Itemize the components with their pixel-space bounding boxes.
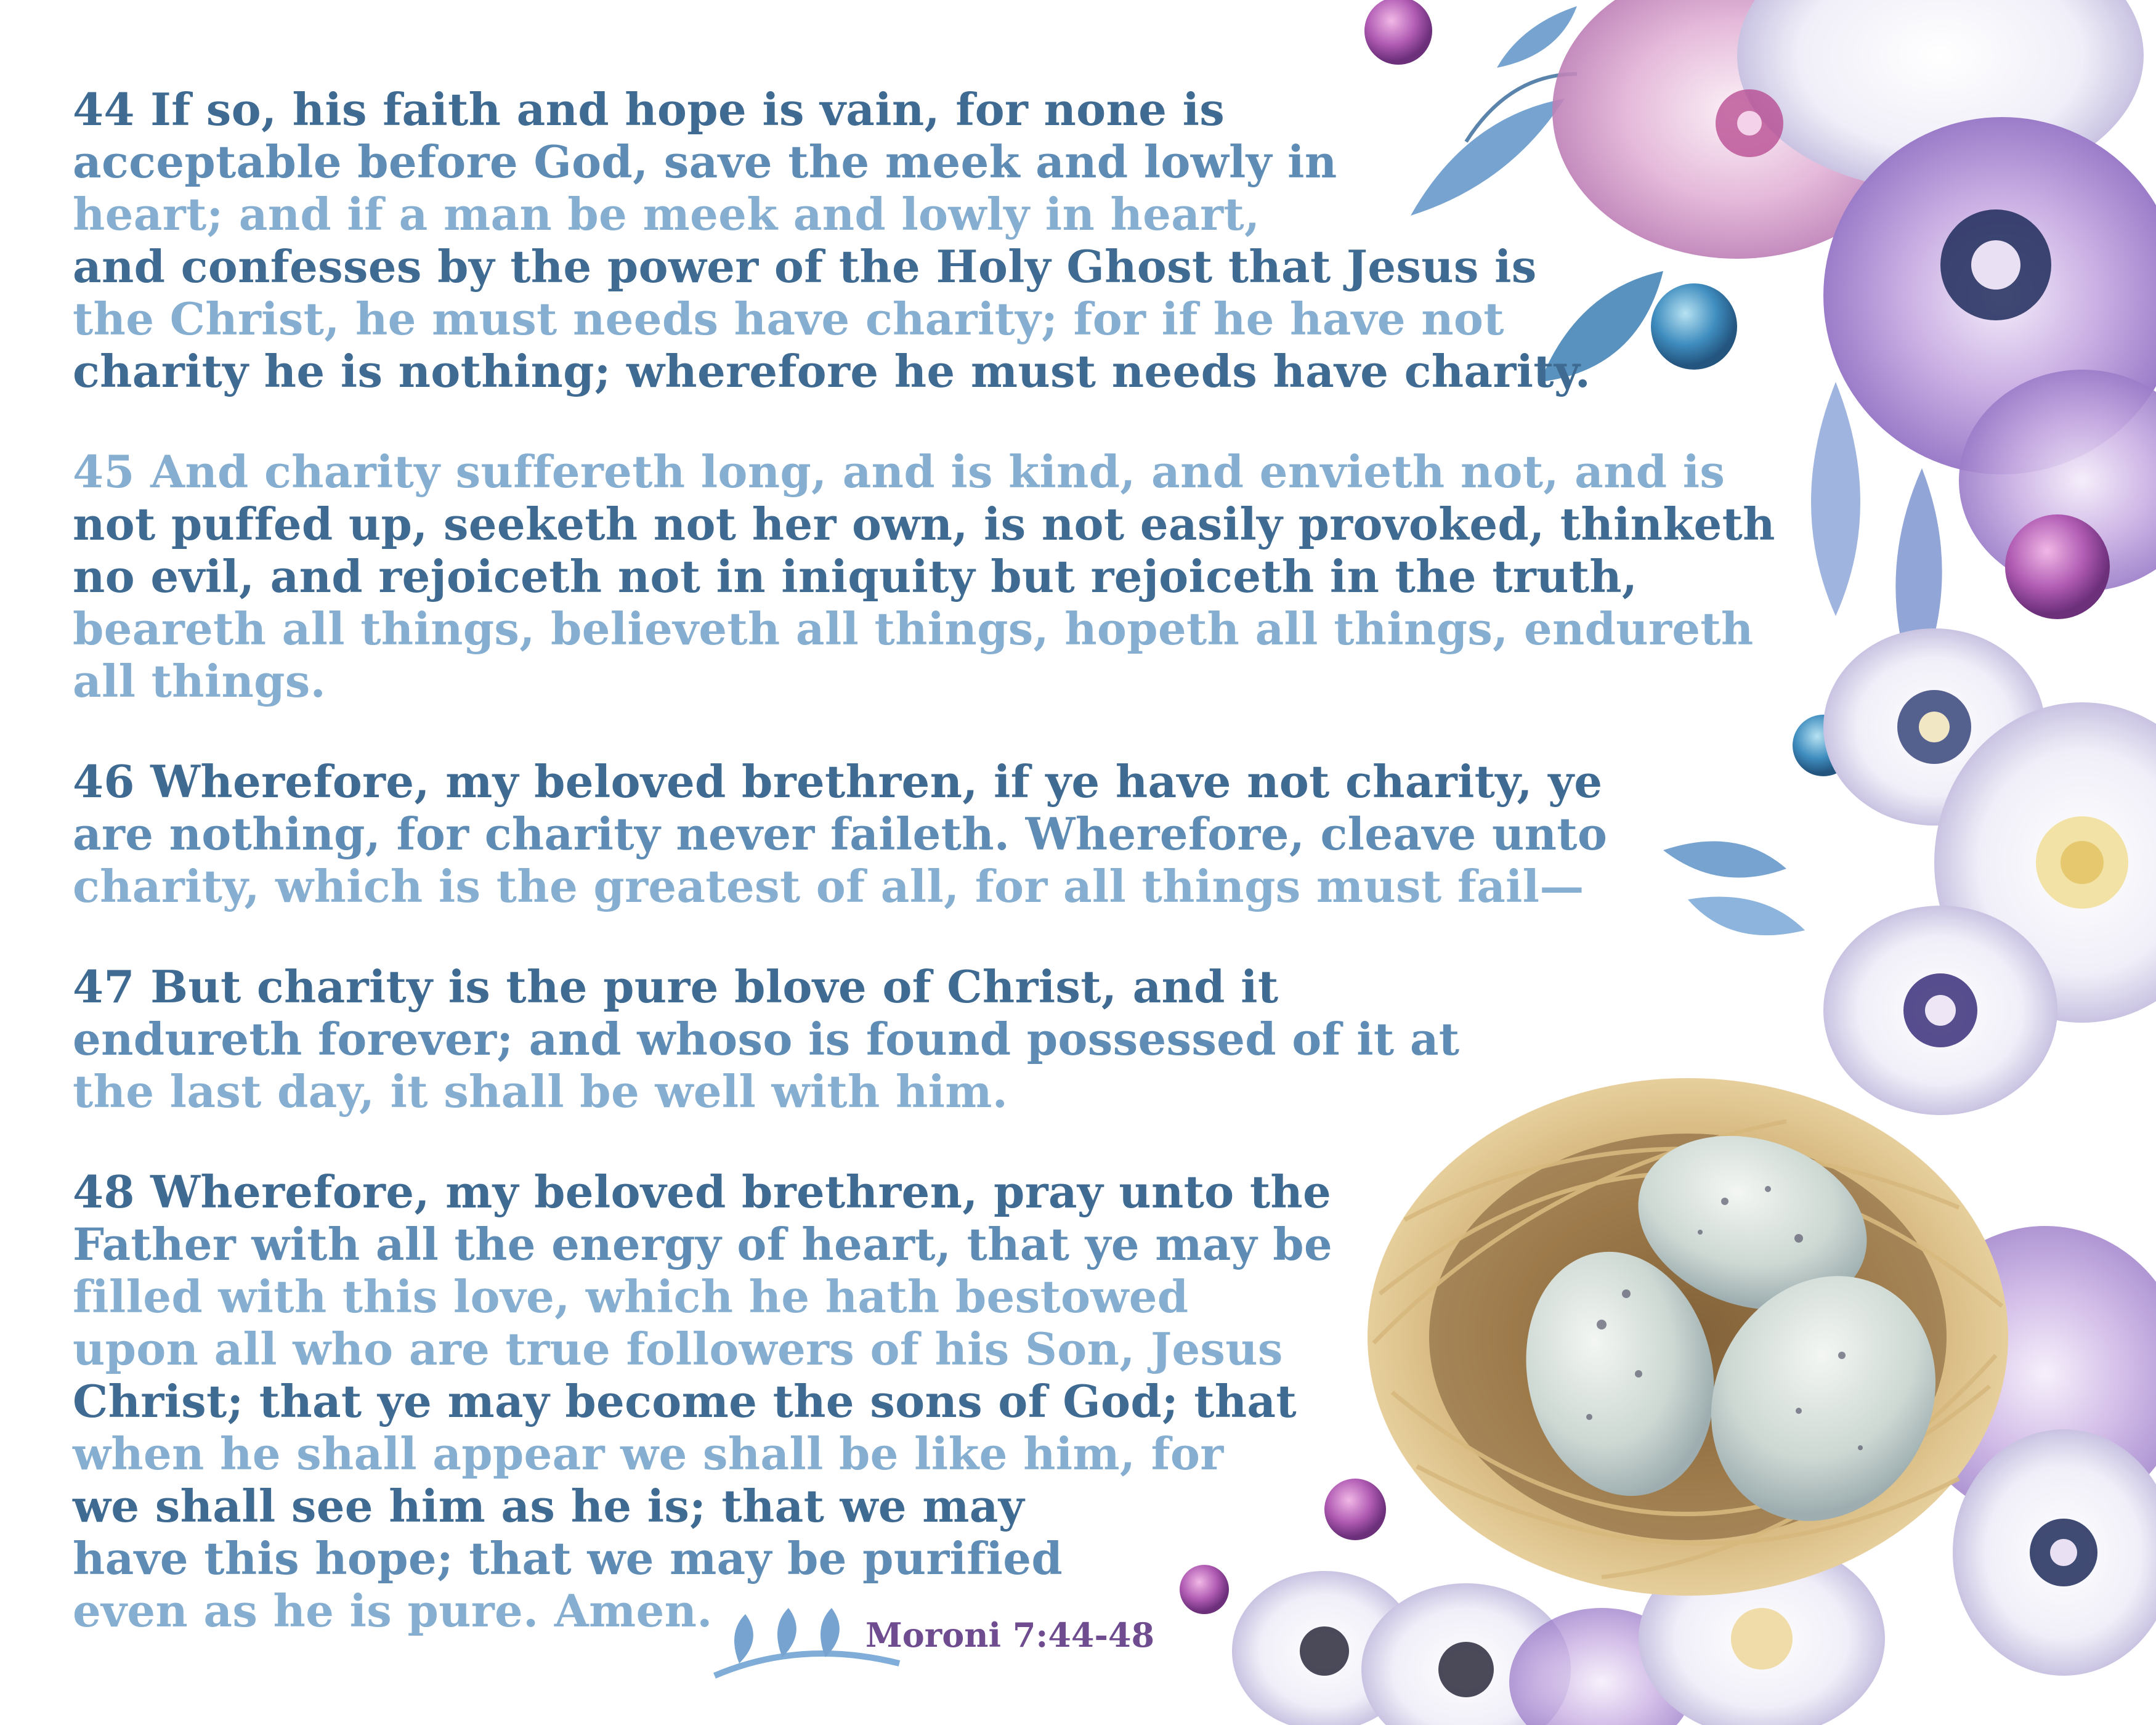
verse-line: the last day, it shall be well with him. — [73, 1065, 1008, 1118]
verse-line: no evil, and rejoiceth not in iniquity but rejoiceth in the truth, — [73, 550, 1638, 603]
verse-line: have this hope; that we may be purified — [73, 1532, 1063, 1585]
verse-line: not puffed up, seeketh not her own, is not easily provoked, thinketh — [73, 498, 1775, 550]
scripture-citation: Moroni 7:44-48 — [865, 1615, 1155, 1655]
verse-line: Father with all the energy of heart, that ye may be — [73, 1218, 1332, 1270]
verse-line: acceptable before God, save the meek and lowly in — [73, 136, 1337, 188]
verse-46 — [73, 755, 1773, 912]
verse-line: are nothing, for charity never faileth. Wherefore, cleave unto — [73, 808, 1608, 860]
verse-line: 45 And charity suffereth long, and is kind, and envieth not, and is — [73, 445, 1725, 498]
verse-47 — [73, 960, 1773, 1118]
verse-line: Christ; that ye may become the sons of God; that — [73, 1375, 1297, 1427]
verse-line: charity, which is the greatest of all, for all things must fail— — [73, 860, 1584, 912]
verse-48 — [73, 1166, 1773, 1637]
verse-line: charity he is nothing; wherefore he must needs have charity. — [73, 345, 1591, 397]
scripture-text — [73, 83, 1773, 1685]
verse-line: upon all who are true followers of his Son, Jesus — [73, 1323, 1283, 1375]
verse-line: all things. — [73, 655, 326, 707]
verse-line: filled with this love, which he hath bestowed — [73, 1270, 1189, 1323]
verse-line: endureth forever; and whoso is found possessed of it at — [73, 1013, 1460, 1065]
verse-line: 46 Wherefore, my beloved brethren, if ye have not charity, ye — [73, 755, 1603, 808]
verse-line: beareth all things, believeth all things, hopeth all things, endureth — [73, 603, 1754, 655]
verse-line: and confesses by the power of the Holy Ghost that Jesus is — [73, 240, 1537, 293]
verse-line: 44 If so, his faith and hope is vain, for none is — [73, 83, 1225, 136]
verse-line: 48 Wherefore, my beloved brethren, pray unto the — [73, 1166, 1332, 1218]
verse-line: even as he is pure. Amen. — [73, 1585, 713, 1637]
verse-44 — [73, 83, 1773, 397]
verse-line: 47 But charity is the pure blove of Christ, and it — [73, 960, 1279, 1013]
verse-line: the Christ, he must needs have charity; for if he have not — [73, 293, 1504, 345]
verse-line: when he shall appear we shall be like him, for — [73, 1427, 1224, 1480]
verse-line: heart; and if a man be meek and lowly in heart, — [73, 188, 1260, 240]
verse-line: we shall see him as he is; that we may — [73, 1480, 1024, 1532]
verse-45 — [73, 445, 1773, 707]
